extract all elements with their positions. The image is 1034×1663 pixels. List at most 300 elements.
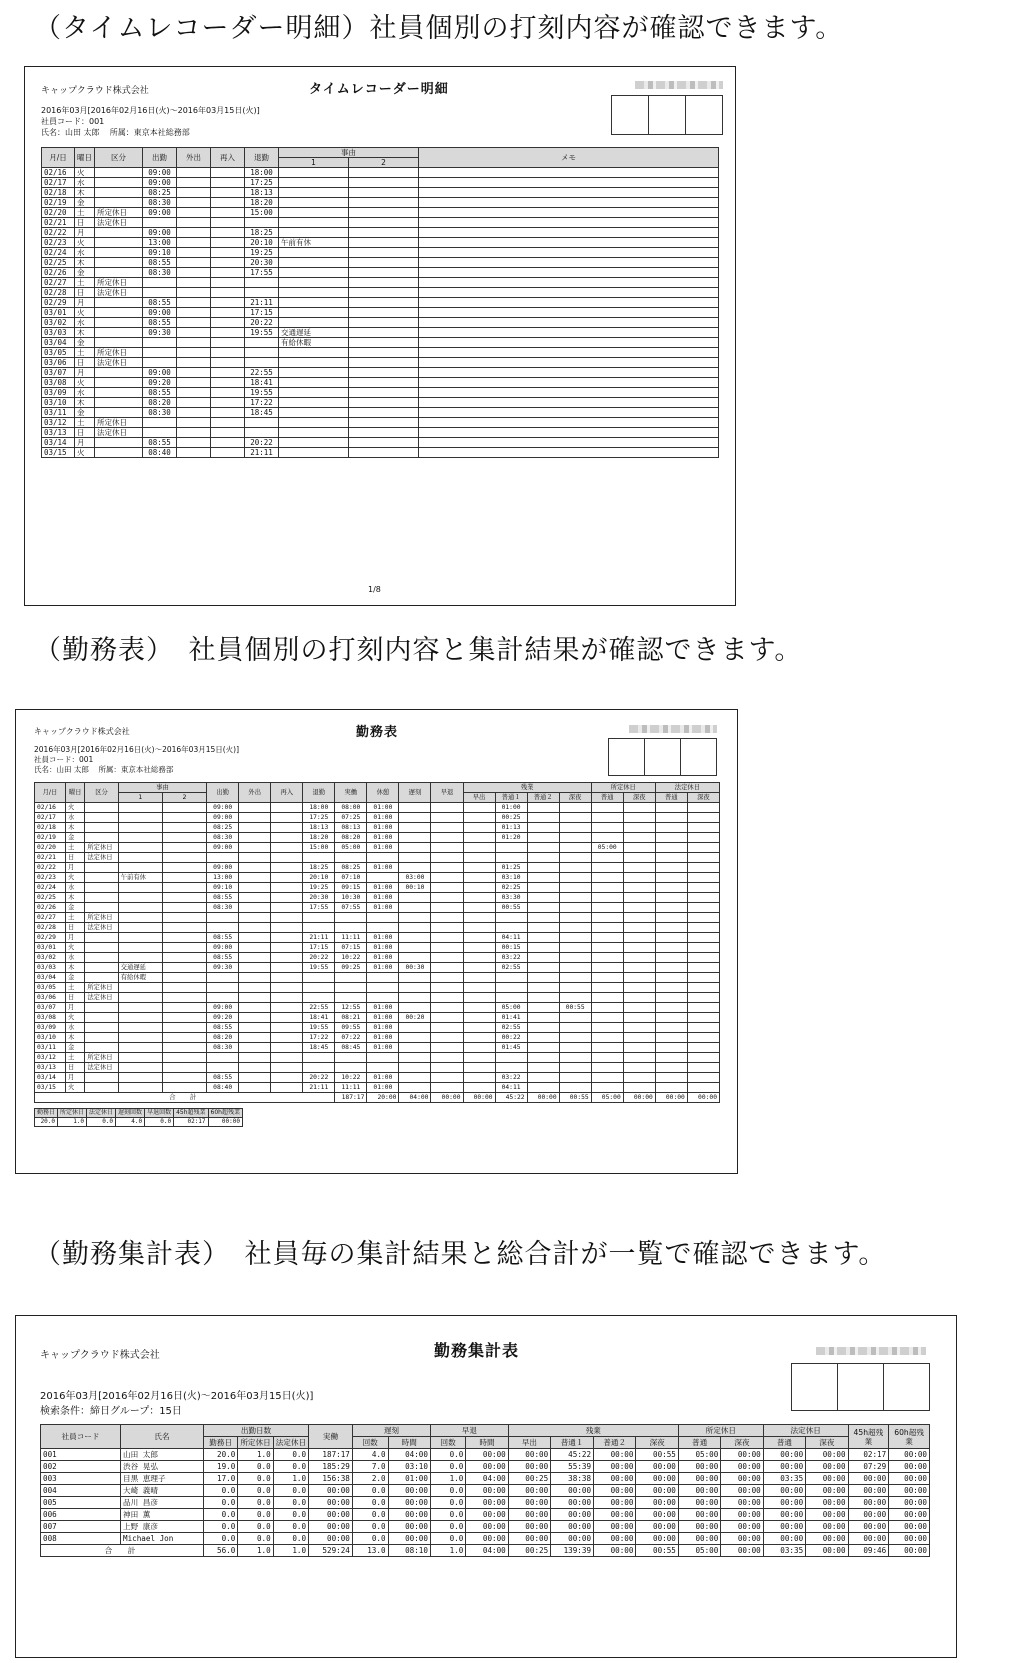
table-cell [463,983,495,993]
table-cell: 00:00 [678,1461,720,1473]
table-cell: 18:41 [303,1013,335,1023]
table-cell: 日 [75,358,95,368]
table-cell [271,993,303,1003]
th-ph-night: 深夜 [721,1437,763,1449]
table-cell [211,288,245,298]
table-cell [559,933,591,943]
table-cell [279,438,349,448]
table-cell [211,358,245,368]
table-cell [495,853,527,863]
table-cell [271,1073,303,1083]
table-cell: 水 [65,883,84,893]
table-cell [591,883,623,893]
table-cell: 0.0 [352,1533,388,1545]
table-cell: 月 [65,1073,84,1083]
table-cell [85,893,118,903]
table-row [35,913,720,923]
memo-cell [419,328,719,338]
table-cell [655,853,687,863]
table-cell: 17:25 [245,178,279,188]
table-cell: 03/06 [35,993,66,1003]
table-cell [463,1043,495,1053]
table-cell [559,843,591,853]
table-cell: 08:30 [143,408,177,418]
th-in: 出勤 [207,783,239,803]
table-cell [95,328,143,338]
table-row [35,1083,720,1093]
th-ph-normal: 普通 [678,1437,720,1449]
table-cell: 08:00 [335,803,367,813]
table-cell [349,318,419,328]
table-cell [527,1063,559,1073]
table-cell [162,993,206,1003]
table-cell [118,1013,162,1023]
table-cell: 08:30 [143,268,177,278]
table-cell [623,823,655,833]
table-cell [177,188,211,198]
table-cell [591,1003,623,1013]
table-cell [271,813,303,823]
table-cell: 0.0 [204,1509,238,1521]
table-cell [495,843,527,853]
table-cell [162,813,206,823]
table-cell [655,1083,687,1093]
table-cell: 07:22 [335,1033,367,1043]
table-cell: 0.0 [430,1509,465,1521]
table-cell [207,1063,239,1073]
table-cell: 01:00 [367,1073,399,1083]
table-cell [349,338,419,348]
table-cell: 所定休日 [85,1053,118,1063]
table-cell [239,1063,271,1073]
total-cell: 13.0 [352,1545,388,1557]
table-cell [591,1073,623,1083]
table-cell [279,198,349,208]
table-cell: 05:00 [678,1449,720,1461]
memo-cell [419,418,719,428]
table-cell [399,993,431,1003]
th-attendance-days: 出勤日数 [204,1425,309,1437]
table-cell: 10:22 [335,953,367,963]
table-cell: 13:00 [143,238,177,248]
table-cell [591,1083,623,1093]
report-title: 勤務集計表 [434,1341,520,1360]
table-row [35,983,720,993]
table-cell [177,438,211,448]
table-cell: 09:30 [207,963,239,973]
table-cell [162,893,206,903]
table-cell [349,358,419,368]
table-cell: 日 [75,288,95,298]
table-cell: 00:00 [763,1509,805,1521]
table-cell [655,903,687,913]
table-cell: 00:00 [721,1449,763,1461]
table-cell [271,873,303,883]
table-cell: 土 [65,1053,84,1063]
table-cell: 法定休日 [95,218,143,228]
table-cell [279,398,349,408]
table-cell [271,1043,303,1053]
th-days-work: 勤務日 [204,1437,238,1449]
table-cell [655,863,687,873]
table-cell [431,823,463,833]
table-cell: 00:00 [551,1521,594,1533]
table-cell [623,883,655,893]
table-cell: 03:30 [495,893,527,903]
table-cell [271,1053,303,1063]
table-cell [279,308,349,318]
table-cell [349,368,419,378]
table-cell: 00:00 [594,1521,636,1533]
table-cell: 00:00 [466,1509,508,1521]
table-row [35,963,720,973]
table-cell [559,1053,591,1063]
table-cell: 00:00 [636,1521,678,1533]
table-cell: 03/09 [35,1023,66,1033]
table-cell [85,1013,118,1023]
table-cell [95,228,143,238]
table-cell: 1.0 [273,1473,308,1485]
th-in: 出勤 [143,148,177,168]
table-cell [527,853,559,863]
table-cell [162,833,206,843]
table-cell: 有給休暇 [279,338,349,348]
table-cell [559,833,591,843]
table-cell: 木 [75,188,95,198]
table-cell [655,1043,687,1053]
table-cell: 00:00 [721,1473,763,1485]
table-cell: 03/07 [35,1003,66,1013]
department: 所属：東京本社総務部 [109,128,190,137]
blurred-text [629,725,717,733]
table-cell: 00:00 [309,1533,353,1545]
table-cell: 20:22 [245,438,279,448]
table-cell [559,893,591,903]
table-cell [85,1033,118,1043]
table-cell: 17:55 [303,903,335,913]
table-cell [162,1053,206,1063]
table-row [41,1461,930,1473]
table-cell [162,933,206,943]
table-cell [207,993,239,1003]
th-ph-night: 深夜 [623,793,655,803]
th-ph-normal: 普通 [591,793,623,803]
table-cell: 09:00 [143,368,177,378]
table-cell: 00:00 [678,1497,720,1509]
total-cell: 00:00 [806,1545,848,1557]
table-cell [591,863,623,873]
th-reason-2: 2 [349,158,419,168]
table-cell: 01:00 [367,1023,399,1033]
table-cell: 09:25 [335,963,367,973]
table-cell [591,923,623,933]
table-cell [279,178,349,188]
table-cell [162,1063,206,1073]
employee-code: 社員コード：001 [41,117,105,126]
table-cell [431,893,463,903]
memo-cell [419,208,719,218]
table-cell [239,1023,271,1033]
table-cell [349,408,419,418]
table-cell [245,288,279,298]
table-cell [623,1073,655,1083]
table-cell: 0.0 [430,1461,465,1473]
table-cell [559,913,591,923]
table-cell: 00:55 [559,1003,591,1013]
table-cell [162,883,206,893]
table-cell: 03/14 [35,1073,66,1083]
table-cell [211,248,245,258]
table-cell [527,843,559,853]
table-cell: 00:00 [551,1485,594,1497]
table-cell [207,923,239,933]
table-cell: 日 [75,218,95,228]
table-cell: 08:55 [143,438,177,448]
table-row [42,258,719,268]
table-cell [211,188,245,198]
table-cell: 0.0 [238,1533,273,1545]
workschedule-report [15,709,738,1174]
table-cell [95,318,143,328]
table-cell: 19:55 [303,1023,335,1033]
table-cell: 土 [65,983,84,993]
table-cell: 00:00 [508,1497,550,1509]
table-cell: 金 [75,198,95,208]
table-cell: 10:22 [335,1073,367,1083]
table-cell [559,883,591,893]
table-cell [211,378,245,388]
table-cell: 0.0 [273,1509,308,1521]
memo-cell [419,298,719,308]
table-row [35,883,720,893]
table-cell [463,833,495,843]
table-cell [463,853,495,863]
th-day: 月/日 [42,148,75,168]
table-row [42,378,719,388]
table-cell: 02/28 [35,923,66,933]
table-cell [399,1033,431,1043]
table-row [42,448,719,458]
table-cell [177,448,211,458]
table-cell: 20:30 [245,258,279,268]
table-cell: 00:00 [721,1485,763,1497]
table-cell: 02/25 [42,258,75,268]
table-cell: 0.0 [430,1533,465,1545]
table-cell [687,1033,719,1043]
table-cell: 17:25 [303,813,335,823]
table-cell [349,388,419,398]
table-cell: 09:00 [143,208,177,218]
table-cell [143,288,177,298]
table-cell [177,348,211,358]
table-cell [211,238,245,248]
th-ot-normal2: 普通２ [527,793,559,803]
table-cell [463,973,495,983]
table-cell: 19:25 [245,248,279,258]
table-cell [431,853,463,863]
table-cell: 土 [65,913,84,923]
table-cell: 00:00 [763,1461,805,1473]
table-cell [527,973,559,983]
table-row [35,1003,720,1013]
table-cell: 00:00 [678,1533,720,1545]
table-cell: 02/29 [42,298,75,308]
table-cell: 11:11 [335,933,367,943]
table-cell [177,358,211,368]
table-cell [655,913,687,923]
table-cell [118,933,162,943]
table-cell [527,833,559,843]
table-cell [399,983,431,993]
total-cell: 1.0 [238,1545,273,1557]
table-cell: 00:00 [466,1461,508,1473]
table-cell: 日 [65,993,84,1003]
table-cell: 00:00 [636,1509,678,1521]
table-cell: 0.0 [430,1449,465,1461]
th-reason: 事由 [118,783,206,793]
table-cell: 0.0 [430,1497,465,1509]
table-row [35,1063,720,1073]
table-cell [118,863,162,873]
table-cell [271,1013,303,1023]
table-cell [118,1043,162,1053]
table-cell [463,883,495,893]
table-cell: 20:10 [245,238,279,248]
total-cell: 1.0 [273,1545,308,1557]
table-cell: 交通遅延 [118,963,162,973]
table-cell [211,298,245,308]
table-cell: 03/11 [42,408,75,418]
table-row [41,1521,930,1533]
table-cell: 00:00 [806,1449,848,1461]
table-cell: 17.0 [204,1473,238,1485]
table-cell [239,953,271,963]
table-cell: 11:11 [335,1083,367,1093]
table-cell: 02/20 [42,208,75,218]
table-cell: 法定休日 [95,428,143,438]
table-row [42,398,719,408]
table-cell [207,913,239,923]
table-cell [335,853,367,863]
table-cell: 日 [65,853,84,863]
memo-cell [419,248,719,258]
table-cell [271,973,303,983]
table-cell: 0.0 [204,1497,238,1509]
table-cell: 00:00 [508,1509,550,1521]
table-cell [143,418,177,428]
table-cell [271,1063,303,1073]
summary-value: 4.0 [116,1118,145,1127]
table-cell [655,963,687,973]
total-cell: 05:00 [591,1093,623,1103]
total-cell: 45:22 [495,1093,527,1103]
table-cell [271,983,303,993]
table-cell: 01:00 [367,1013,399,1023]
table-cell [527,883,559,893]
th-early: 早退 [431,783,463,803]
table-cell: 05:00 [591,843,623,853]
table-cell [349,168,419,178]
table-cell [303,983,335,993]
table-cell: 09:20 [143,378,177,388]
table-cell [655,1003,687,1013]
table-cell [95,258,143,268]
table-cell [271,923,303,933]
table-row [35,1043,720,1053]
table-cell [687,863,719,873]
table-cell [207,853,239,863]
table-cell [211,318,245,328]
table-cell [527,983,559,993]
table-row [35,823,720,833]
table-cell: 02/23 [42,238,75,248]
table-cell: 08:40 [143,448,177,458]
table-cell [162,923,206,933]
table-cell [162,963,206,973]
table-cell [118,1083,162,1093]
table-cell: 交通遅延 [279,328,349,338]
table-cell [279,428,349,438]
table-row [42,198,719,208]
table-cell [463,803,495,813]
table-cell [591,1043,623,1053]
table-cell: 02:17 [848,1449,889,1461]
memo-cell [419,338,719,348]
table-cell [95,198,143,208]
table-cell: 0.0 [238,1473,273,1485]
table-cell [399,893,431,903]
table-cell: 03/10 [35,1033,66,1043]
table-cell [162,973,206,983]
th-memo: メモ [419,148,719,168]
table-cell: 02/16 [35,803,66,813]
table-cell: 03/12 [35,1053,66,1063]
table-cell [463,873,495,883]
table-cell [177,368,211,378]
table-cell [399,823,431,833]
table-cell: 08:55 [143,298,177,308]
table-cell: 03:35 [763,1473,805,1485]
table-row [35,903,720,913]
th-ot-night: 深夜 [636,1437,678,1449]
table-row [35,943,720,953]
table-cell [95,268,143,278]
table-cell [431,1033,463,1043]
table-cell [655,803,687,813]
table-row [35,843,720,853]
table-cell [239,823,271,833]
table-cell: 03/08 [35,1013,66,1023]
table-cell: 03/14 [42,438,75,448]
table-cell [85,833,118,843]
table-cell [349,188,419,198]
table-cell [162,853,206,863]
table-cell [239,933,271,943]
table-cell [279,278,349,288]
table-cell [239,863,271,873]
table-cell: 01:13 [495,823,527,833]
table-cell [279,288,349,298]
table-cell: 03/05 [35,983,66,993]
table-row [42,358,719,368]
table-cell [85,953,118,963]
th-ot-early: 早出 [463,793,495,803]
table-cell: 00:00 [388,1533,430,1545]
table-cell [463,913,495,923]
table-cell [655,1023,687,1033]
th-ot-night: 深夜 [559,793,591,803]
table-cell: 18:00 [245,168,279,178]
